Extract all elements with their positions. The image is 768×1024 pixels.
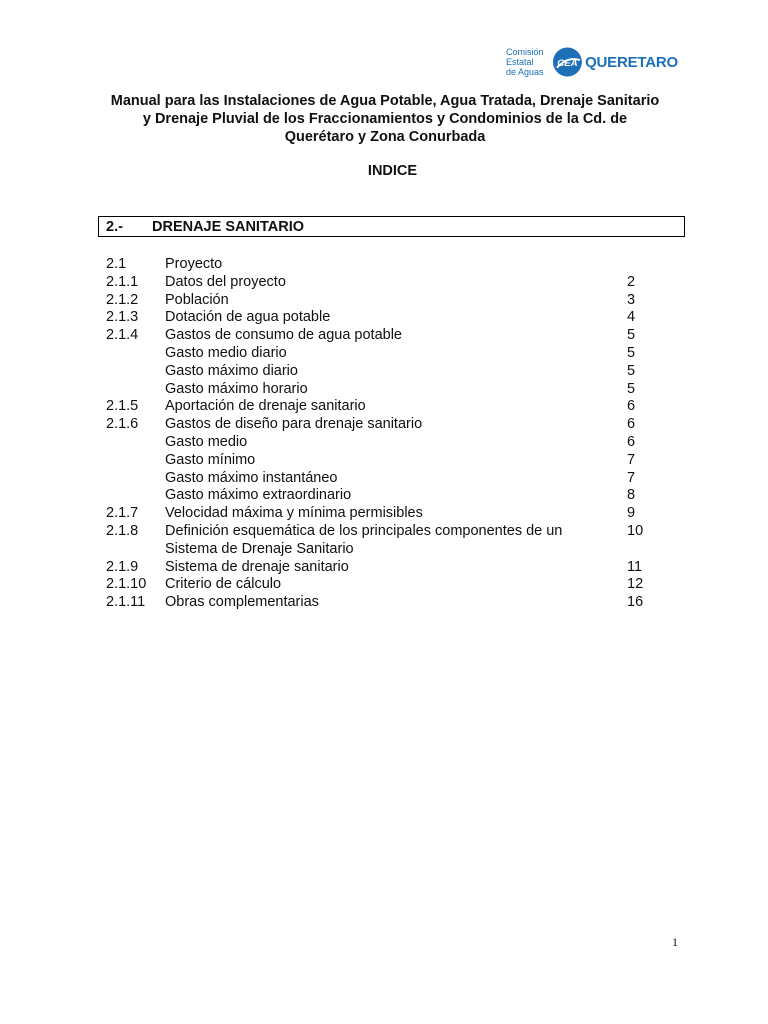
- toc-number: 2.1.7: [106, 505, 139, 522]
- toc-page: 8: [627, 487, 636, 504]
- toc-row: [106, 416, 666, 434]
- toc-row: [106, 327, 666, 345]
- toc-row: [106, 452, 666, 470]
- toc-title: Población: [165, 291, 229, 308]
- toc-page: 11: [627, 558, 643, 575]
- toc-row: [106, 309, 666, 327]
- logo-line-3: de Aguas: [506, 67, 544, 77]
- toc-title: Aportación de drenaje sanitario: [165, 398, 366, 415]
- logo-name-text: QUERETARO: [585, 53, 678, 71]
- cea-queretaro-logo: [506, 44, 678, 80]
- section-header-box: [98, 216, 685, 237]
- toc-row: [106, 363, 666, 381]
- toc-page: 4: [627, 309, 636, 326]
- toc-title: Proyecto: [165, 256, 223, 272]
- toc-title: Definición esquemática de los principales componentes de un: [165, 522, 563, 539]
- toc-row: [106, 559, 666, 577]
- toc-page: 7: [627, 469, 636, 486]
- toc-title: Datos del proyecto: [165, 273, 286, 290]
- toc-title: Gasto máximo horario: [165, 380, 308, 397]
- toc-title: Gasto medio diario: [165, 344, 287, 361]
- toc-row: [106, 256, 666, 274]
- toc-title: Gastos de consumo de agua potable: [165, 327, 402, 344]
- toc-title: Gasto medio: [165, 433, 248, 450]
- toc-row: [106, 541, 666, 559]
- toc-page: 6: [627, 433, 636, 450]
- toc-number: 2.1.11: [106, 594, 146, 611]
- title-line-2: y Drenaje Pluvial de los Fraccionamientos y Condominios de la Cd. de: [142, 111, 628, 127]
- toc-title: Dotación de agua potable: [165, 309, 331, 326]
- document-title: [80, 92, 690, 146]
- toc-title: Obras complementarias: [165, 594, 319, 611]
- toc-number: 2.1: [106, 256, 127, 272]
- logo-mark-text: CEA: [557, 57, 578, 69]
- toc-number: 2.1.2: [106, 291, 139, 308]
- toc-row: [106, 345, 666, 363]
- toc-page: 16: [627, 594, 644, 611]
- toc-row: [106, 487, 666, 505]
- section-name: DRENAJE SANITARIO: [152, 219, 304, 235]
- table-of-contents: [106, 256, 666, 612]
- section-number: 2.-: [106, 219, 123, 235]
- cea-logo-icon: [552, 46, 583, 78]
- logo-line-2: Estatal: [506, 57, 534, 67]
- toc-number: 2.1.1: [106, 273, 139, 290]
- toc-row: [106, 274, 666, 292]
- toc-number: 2.1.10: [106, 576, 147, 593]
- toc-row: [106, 470, 666, 488]
- toc-page: 2: [627, 273, 636, 290]
- toc-row: [106, 594, 666, 612]
- toc-title: Gasto mínimo: [165, 451, 256, 468]
- toc-page: 5: [627, 344, 636, 361]
- title-line-3: Querétaro y Zona Conurbada: [284, 129, 486, 145]
- title-line-1: Manual para las Instalaciones de Agua Potable, Agua Tratada, Drenaje Sanitario: [110, 93, 660, 109]
- index-heading: INDICE: [367, 163, 418, 179]
- toc-page: 5: [627, 327, 636, 344]
- toc-title: Gasto máximo instantáneo: [165, 469, 338, 486]
- toc-number: 2.1.5: [106, 398, 139, 415]
- toc-title: Gasto máximo diario: [165, 362, 298, 379]
- toc-title: Velocidad máxima y mínima permisibles: [165, 505, 423, 522]
- toc-page: 5: [627, 362, 636, 379]
- toc-row: [106, 381, 666, 399]
- toc-title: Sistema de Drenaje Sanitario: [165, 540, 354, 557]
- toc-page: 12: [627, 576, 644, 593]
- logo-agency-text: [506, 47, 552, 77]
- toc-page: 6: [627, 416, 636, 433]
- toc-row: [106, 398, 666, 416]
- toc-number: 2.1.6: [106, 416, 139, 433]
- toc-row: [106, 576, 666, 594]
- toc-title: Gasto máximo extraordinario: [165, 487, 352, 504]
- toc-row: [106, 523, 666, 541]
- toc-page: 3: [627, 291, 636, 308]
- logo-line-1: Comisión: [506, 47, 544, 57]
- toc-page: 5: [627, 380, 636, 397]
- toc-page: 6: [627, 398, 636, 415]
- toc-page: 9: [627, 505, 636, 522]
- toc-number: 2.1.3: [106, 309, 139, 326]
- page-number: 1: [672, 935, 678, 949]
- toc-number: 2.1.9: [106, 558, 139, 575]
- toc-title: Gastos de diseño para drenaje sanitario: [165, 416, 423, 433]
- toc-page: 7: [627, 451, 636, 468]
- toc-row: [106, 292, 666, 310]
- toc-number: 2.1.4: [106, 327, 139, 344]
- toc-page: 10: [627, 522, 644, 539]
- toc-row: [106, 505, 666, 523]
- toc-number: 2.1.8: [106, 522, 139, 539]
- toc-title: Sistema de drenaje sanitario: [165, 558, 349, 575]
- toc-title: Criterio de cálculo: [165, 576, 282, 593]
- toc-row: [106, 434, 666, 452]
